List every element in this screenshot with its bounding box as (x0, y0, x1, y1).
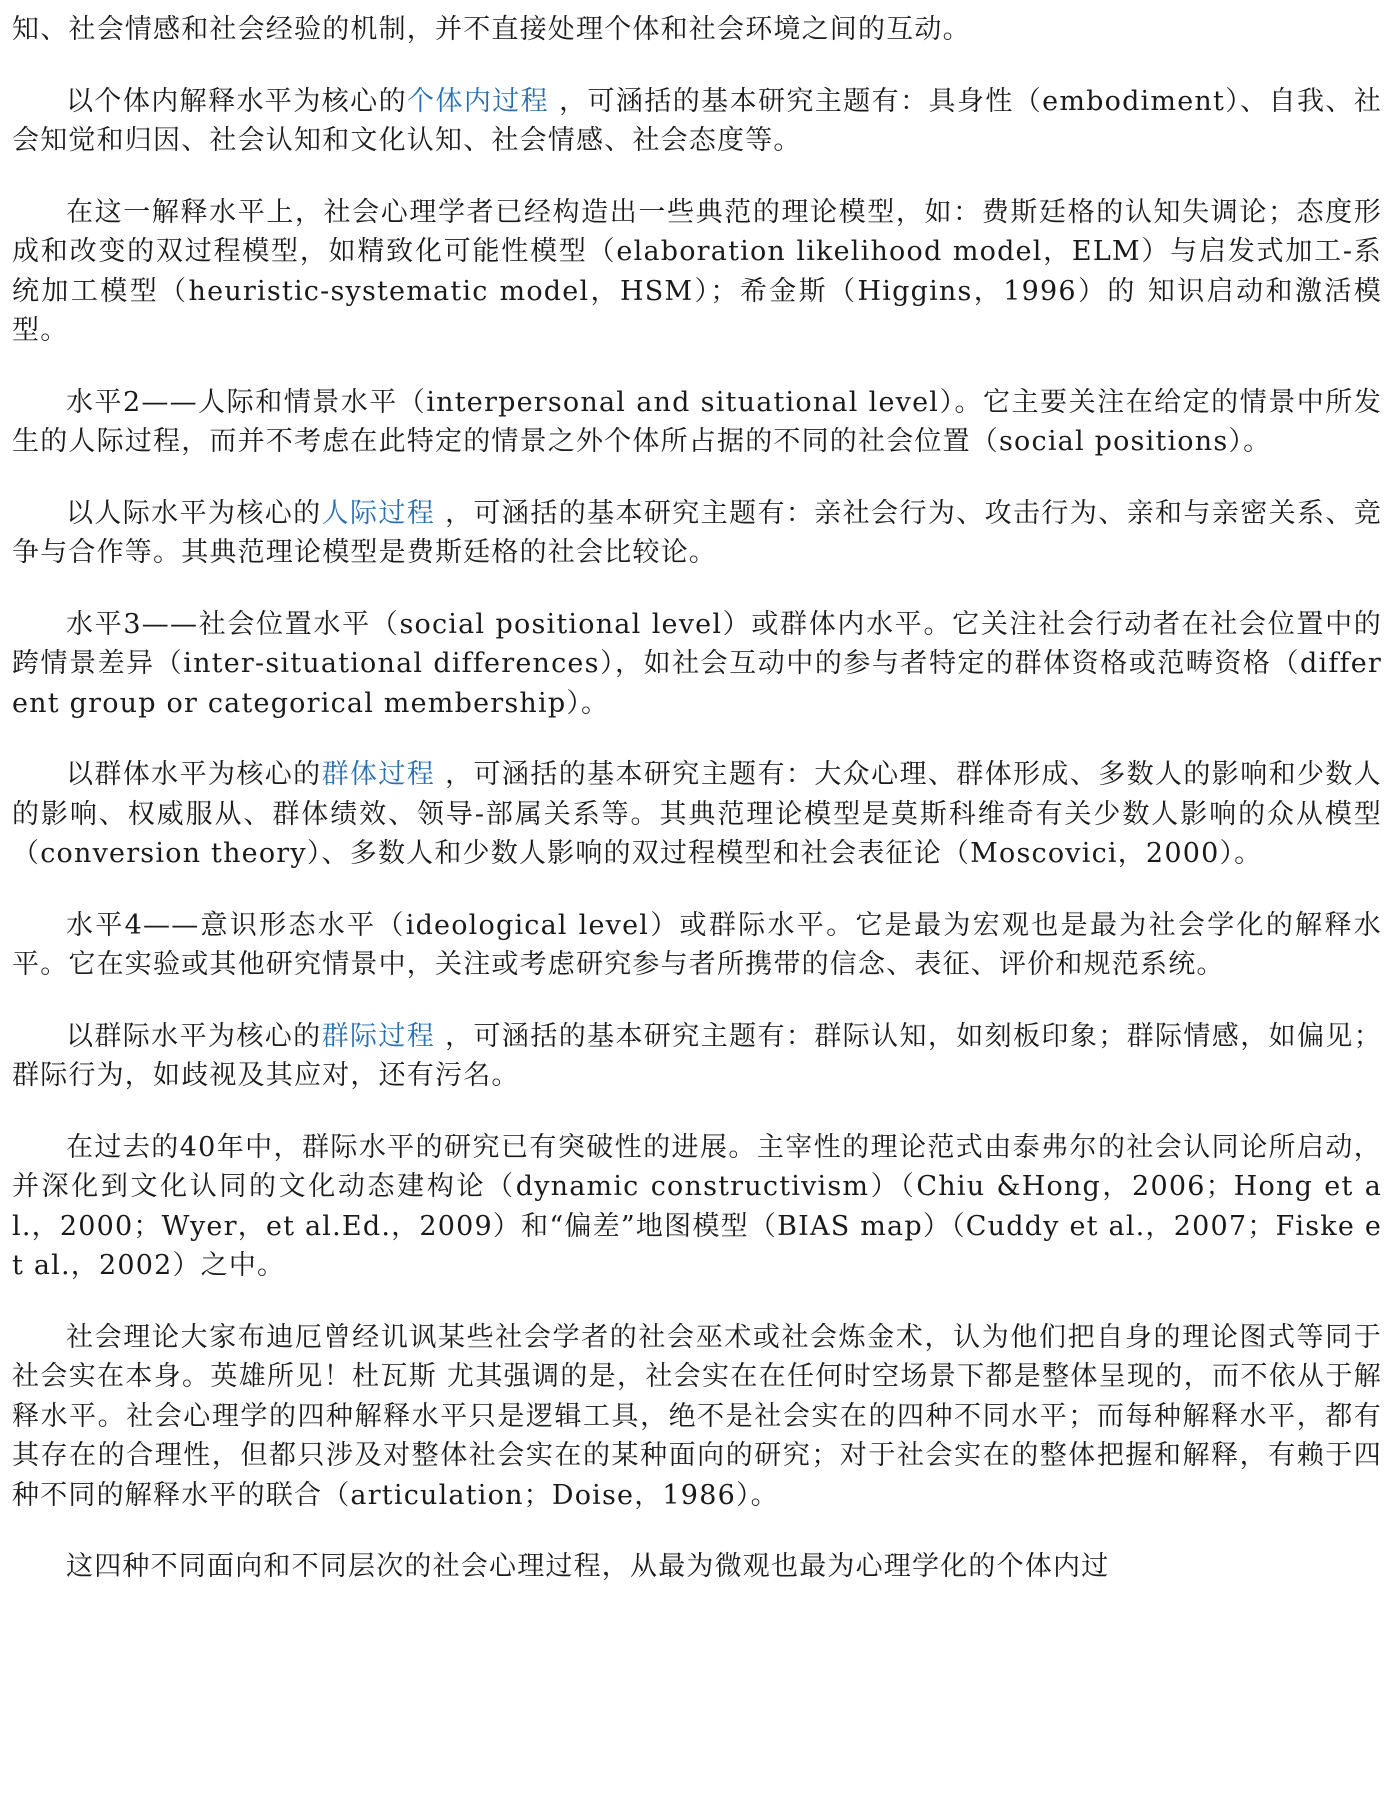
paragraph (12, 494, 1382, 573)
paragraph-text: ，可涵括的基本研究主题有：群际认知，如刻板印象；群际情感，如偏见；群际行为，如歧视及其应对，还有污名。 (12, 1020, 1382, 1091)
paragraph (12, 755, 1382, 874)
process-link[interactable]: 群际过程 (321, 1020, 436, 1052)
paragraph (12, 82, 1382, 161)
paragraph-text: 水平3——社会位置水平（social positional level）或群体内水平。它关注社会行动者在社会位置中的跨情景差异（inter-situational differences），如社会互动中的参与者特定的群体资格或范畴资格（different group or categorical membership）。 (12, 608, 1382, 719)
paragraph-text: 这四种不同面向和不同层次的社会心理过程，从最为微观也最为心理学化的个体内过 (66, 1551, 1110, 1582)
paragraph-text: 知、社会情感和社会经验的机制，并不直接处理个体和社会环境之间的互动。 (12, 14, 971, 45)
paragraph-text: 在过去的40年中，群际水平的研究已有突破性的进展。主宰性的理论范式由泰弗尔的社会认同论所启动，并深化到文化认同的文化动态建构论（dynamic constructivism）（Chiu &Hong，2006；Hong et al.，2000；Wyer，et al.Ed.，2009）和“偏差”地图模型（BIAS map）（Cuddy et al.，2007；Fiske et al.，2002）之中。 (12, 1131, 1382, 1281)
paragraph-text: ，可涵括的基本研究主题有：亲社会行为、攻击行为、亲和与亲密关系、竞争与合作等。其典范理论模型是费斯廷格的社会比较论。 (12, 497, 1382, 568)
paragraph-text: ，可涵括的基本研究主题有：大众心理、群体形成、多数人的影响和少数人的影响、权威服从、群体绩效、领导-部属关系等。其典范理论模型是莫斯科维奇有关少数人影响的众从模型（conversion theory）、多数人和少数人影响的双过程模型和社会表征论（Moscovici，2000）。 (12, 759, 1382, 869)
paragraph (12, 10, 1382, 50)
paragraph (12, 1547, 1382, 1587)
paragraph-text: 以人际水平为核心的 (66, 497, 322, 529)
paragraph (12, 1128, 1382, 1286)
process-link[interactable]: 群体过程 (321, 759, 436, 790)
paragraph-text: 以群体水平为核心的 (66, 759, 322, 790)
paragraph (12, 605, 1382, 724)
paragraph (12, 1318, 1382, 1516)
document-page (12, 10, 1382, 1619)
paragraph (12, 193, 1382, 351)
paragraph (12, 1017, 1382, 1096)
paragraph-text: 以个体内解释水平为核心的 (66, 85, 407, 117)
process-link[interactable]: 个体内过程 (407, 85, 550, 117)
paragraph-text: 以群际水平为核心的 (66, 1020, 322, 1052)
paragraph (12, 383, 1382, 462)
paragraph-text: ，可涵括的基本研究主题有：具身性（embodiment）、自我、社会知觉和归因、社会认知和文化认知、社会情感、社会态度等。 (12, 85, 1383, 156)
process-link[interactable]: 人际过程 (321, 497, 436, 529)
paragraph-text: 水平2——人际和情景水平（interpersonal and situational level）。它主要关注在给定的情景中所发生的人际过程，而并不考虑在此特定的情景之外个体所占据的不同的社会位置（social positions）。 (12, 386, 1382, 457)
paragraph-text: 在这一解释水平上，社会心理学者已经构造出一些典范的理论模型，如：费斯廷格的认知失调论；态度形成和改变的双过程模型，如精致化可能性模型（elaboration likelihood model，ELM）与启发式加工-系统加工模型（heuristic-systematic model，HSM）；希金斯（Higgins，1996）的 知识启动和激活模型。 (12, 196, 1382, 346)
paragraph-text: 社会理论大家布迪厄曾经讥讽某些社会学者的社会巫术或社会炼金术，认为他们把自身的理论图式等同于社会实在本身。英雄所见！杜瓦斯 尤其强调的是，社会实在在任何时空场景下都是整体呈现的，而不依从于解释水平。社会心理学的四种解释水平只是逻辑工具，绝不是社会实在的四种不同水平；而每种解释水平，都有其存在的合理性，但都只涉及对整体社会实在的某种面向的研究；对于社会实在的整体把握和解释，有赖于四种不同的解释水平的联合（articulation；Doise，1986）。 (12, 1321, 1382, 1511)
paragraph-text: 水平4——意识形态水平（ideological level）或群际水平。它是最为宏观也是最为社会学化的解释水平。它在实验或其他研究情景中，关注或考虑研究参与者所携带的信念、表征、评价和规范系统。 (12, 909, 1382, 980)
paragraph (12, 906, 1382, 985)
